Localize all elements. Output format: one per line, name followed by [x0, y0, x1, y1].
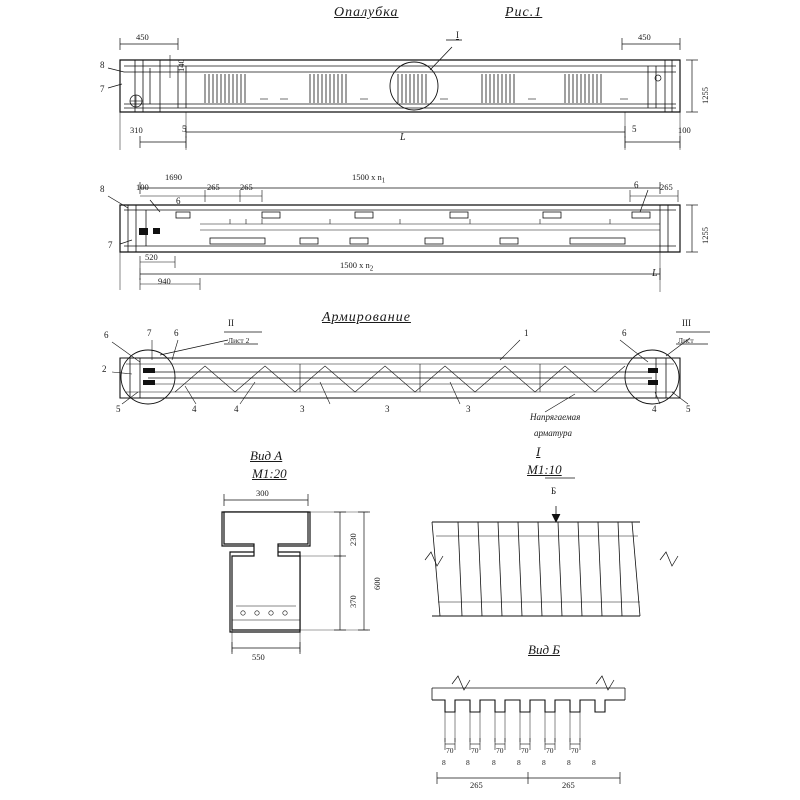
viewb-span-right: 265	[562, 780, 575, 790]
reinf-mark-5-left: 5	[116, 404, 121, 414]
title-reinforcement: Армирование	[322, 310, 411, 325]
dim-520: 520	[145, 252, 158, 262]
dim-370: 370	[348, 595, 358, 608]
viewb-mark-1: 8	[466, 758, 470, 767]
prestress-note-line2: арматура	[534, 428, 572, 438]
viewb-mark-2: 8	[492, 758, 496, 767]
dim-550: 550	[252, 652, 265, 662]
viewb-mark-6: 8	[592, 758, 596, 767]
reinf-mark-2: 2	[102, 364, 107, 374]
dim-265-a: 265	[207, 182, 220, 192]
reinf-mark-3-c: 3	[466, 404, 471, 414]
detail-callout-i: I	[456, 30, 459, 40]
mark-5-right: 5	[632, 124, 637, 134]
reinf-mark-6-left: 6	[104, 330, 109, 340]
dim-1255-plan: 1255	[700, 227, 710, 244]
dim-140: 140	[176, 59, 186, 72]
title-formwork: Опалубка	[334, 5, 399, 20]
reinf-mark-3-b: 3	[385, 404, 390, 414]
viewb-dim-4: 70	[546, 746, 554, 755]
mark-6-plan-right: 6	[634, 180, 639, 190]
detail-iii-label: III	[682, 318, 691, 328]
dim-1500xn2-text: 1500 x n	[340, 260, 370, 270]
dim-1500xn2	[340, 260, 373, 273]
detail-iii-sheet: Лист	[678, 336, 694, 345]
viewb-dim-1: 70	[471, 746, 479, 755]
dim-310: 310	[130, 125, 143, 135]
dim-1500xn1	[352, 172, 385, 185]
detail-ii-sheet: Лист 2	[228, 336, 250, 345]
reinf-mark-4: 4	[234, 404, 239, 414]
detail-ii-label: II	[228, 318, 234, 328]
mark-8-elevation: 8	[100, 60, 105, 70]
reinf-mark-7: 7	[147, 328, 152, 338]
viewb-mark-5: 8	[567, 758, 571, 767]
mark-8-plan: 8	[100, 184, 105, 194]
detail-i-title: I	[536, 444, 541, 459]
dim-1690: 1690	[165, 172, 182, 182]
mark-6-plan: 6	[176, 196, 181, 206]
view-a-scale: М1:20	[252, 466, 287, 481]
mark-7-plan: 7	[108, 240, 113, 250]
viewb-dim-5: 70	[571, 746, 579, 755]
dim-1500xn1-text: 1500 x n	[352, 172, 382, 182]
dim-300: 300	[256, 488, 269, 498]
viewb-mark-4: 8	[542, 758, 546, 767]
reinf-mark-4-left: 4	[192, 404, 197, 414]
dim-right-450: 450	[638, 32, 651, 42]
viewb-mark-3: 8	[517, 758, 521, 767]
dim-left-450: 450	[136, 32, 149, 42]
title-view-a: Вид А	[250, 448, 283, 463]
reinf-mark-3-a: 3	[300, 404, 305, 414]
dim-1500xn2-sub: 2	[369, 264, 374, 273]
viewb-dim-3: 70	[521, 746, 529, 755]
dim-100-plan: 100	[136, 182, 149, 192]
prestress-note-line1: Напрягаемая	[530, 412, 581, 422]
dim-1255-elevation: 1255	[700, 87, 710, 104]
viewb-dim-0: 70	[446, 746, 454, 755]
title-figure: Рис.1	[505, 5, 543, 20]
dim-265-right: 265	[660, 182, 673, 192]
dim-265-b: 265	[240, 182, 253, 192]
reinf-mark-4-right: 4	[652, 404, 657, 414]
dim-600: 600	[372, 577, 382, 590]
viewb-span-left: 265	[470, 780, 483, 790]
dim-940: 940	[158, 276, 171, 286]
reinf-mark-6: 6	[174, 328, 179, 338]
dim-length-L: L	[400, 132, 406, 143]
title-view-b: Вид Б	[528, 642, 560, 657]
reinf-mark-5-right: 5	[686, 404, 691, 414]
viewb-mark-0: 8	[442, 758, 446, 767]
reinf-mark-1: 1	[524, 328, 529, 338]
detail-i-scale: М1:10	[527, 462, 562, 477]
section-mark-b: Б	[551, 486, 557, 496]
reinf-mark-6-right: 6	[622, 328, 627, 338]
dim-100: 100	[678, 125, 691, 135]
mark-7-elevation: 7	[100, 84, 105, 94]
dim-end-L: L	[652, 268, 658, 279]
dim-1500xn1-sub: 1	[381, 176, 386, 185]
viewb-dim-2: 70	[496, 746, 504, 755]
dim-230: 230	[348, 533, 358, 546]
mark-5-left: 5	[182, 124, 187, 134]
